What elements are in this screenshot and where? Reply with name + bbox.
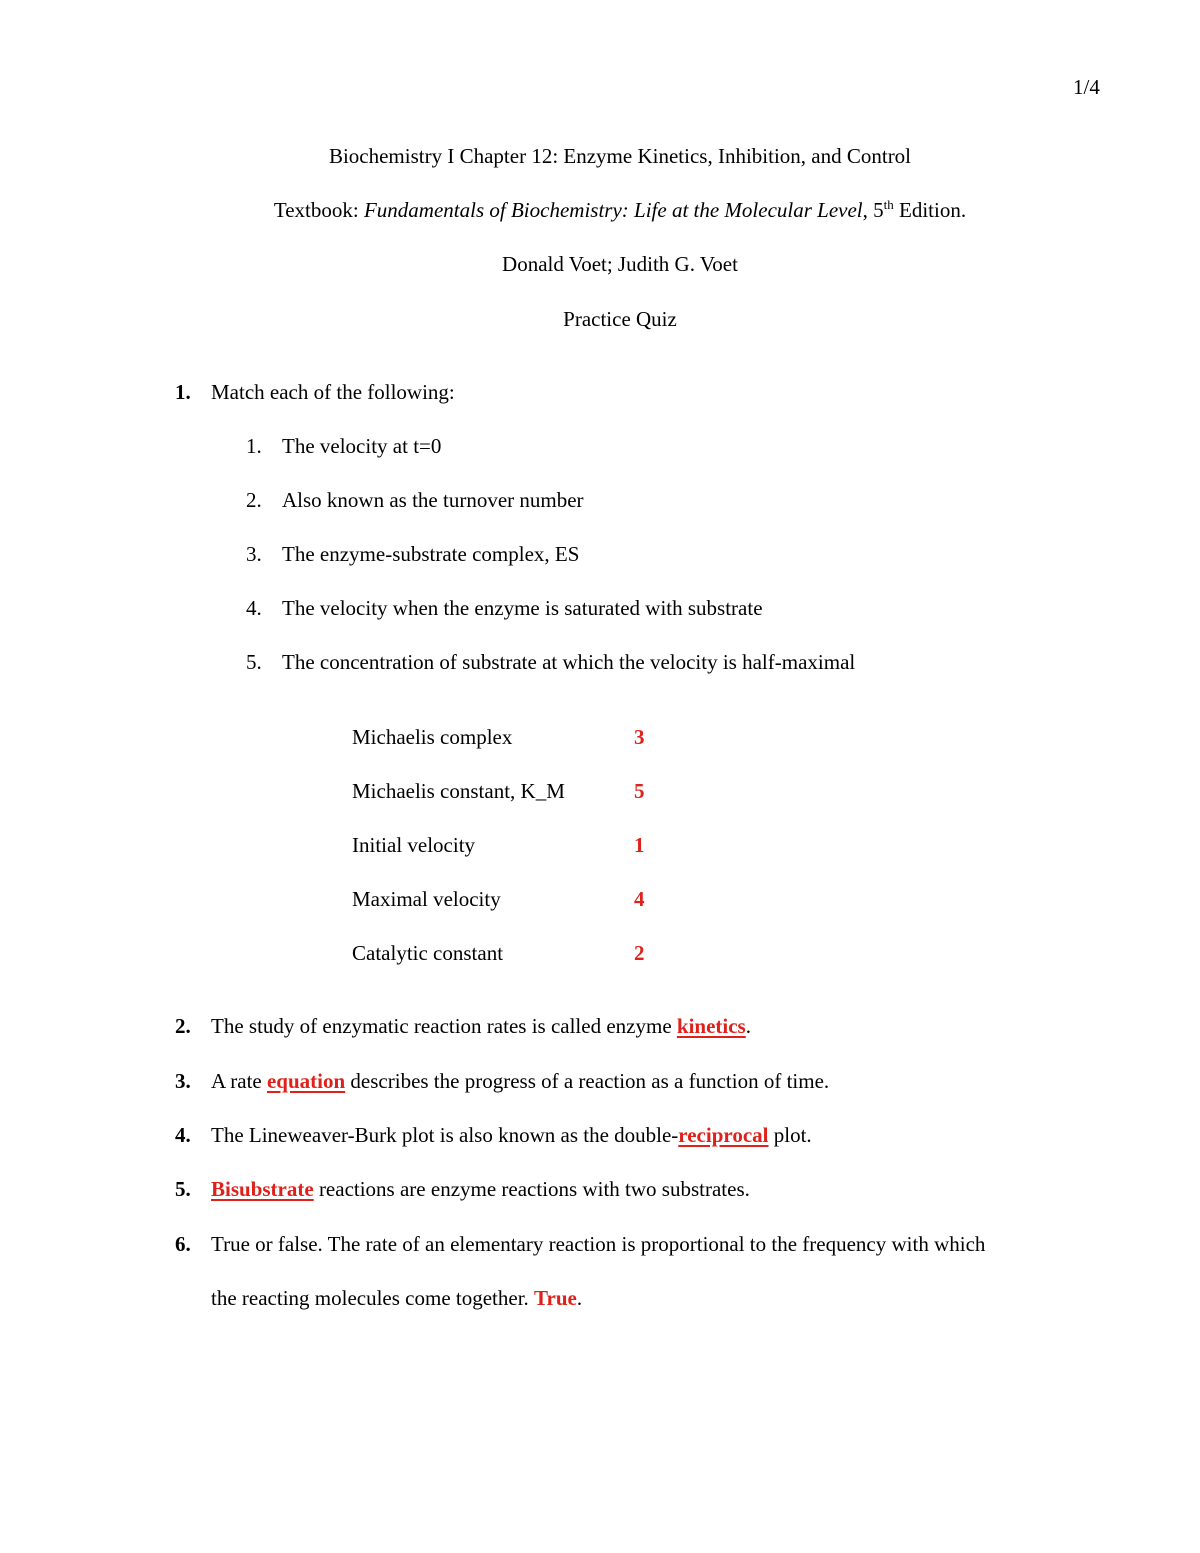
list-item-number: 5. xyxy=(246,650,262,674)
question-number: 1. xyxy=(175,380,191,404)
subtitle: Practice Quiz xyxy=(563,307,677,331)
question-1-prompt: Match each of the following: xyxy=(211,380,455,404)
textbook-edition-num: , 5 xyxy=(862,198,884,222)
list-item-number: 1. xyxy=(246,434,262,458)
match-term: Michaelis complex xyxy=(352,725,513,749)
question-text: . xyxy=(745,1014,751,1038)
question-6-line-1: True or false. The rate of an elementary reaction is proportional to the frequency with which xyxy=(211,1232,986,1256)
list-item: The concentration of substrate at which the velocity is half-maximal xyxy=(282,650,856,674)
question-2 xyxy=(211,1016,751,1037)
list-item-number: 3. xyxy=(246,542,262,566)
question-3 xyxy=(211,1071,829,1092)
match-term: Maximal velocity xyxy=(352,887,501,911)
list-item: The enzyme-substrate complex, ES xyxy=(282,542,580,566)
match-answer: 3 xyxy=(634,725,645,749)
question-text: The study of enzymatic reaction rates is called enzyme xyxy=(211,1014,677,1038)
question-number: 3. xyxy=(175,1069,191,1093)
textbook-prefix: Textbook: xyxy=(273,198,364,222)
question-text: describes the progress of a reaction as a function of time. xyxy=(345,1069,830,1093)
match-answer: 2 xyxy=(634,941,645,965)
question-text: plot. xyxy=(768,1123,812,1147)
authors: Donald Voet; Judith G. Voet xyxy=(502,252,738,276)
question-text: the reacting molecules come together. xyxy=(211,1286,535,1310)
match-term: Catalytic constant xyxy=(352,941,504,965)
question-number: 6. xyxy=(175,1232,191,1256)
match-answer: 4 xyxy=(634,887,645,911)
textbook-line xyxy=(0,197,1200,222)
list-item: The velocity at t=0 xyxy=(282,434,442,458)
textbook-edition-word: Edition. xyxy=(893,198,967,222)
list-item-number: 2. xyxy=(246,488,262,512)
answer-true-false: True xyxy=(534,1286,577,1310)
document-title: Biochemistry I Chapter 12: Enzyme Kinetics, Inhibition, and Control xyxy=(328,144,912,168)
textbook-title: Fundamentals of Biochemistry: Life at the Molecular Level xyxy=(363,198,863,222)
question-4 xyxy=(211,1125,812,1146)
answer-blank: equation xyxy=(266,1069,346,1093)
answer-blank: reciprocal xyxy=(678,1123,769,1147)
question-text: . xyxy=(576,1286,583,1310)
question-number: 4. xyxy=(175,1123,191,1147)
list-item: The velocity when the enzyme is saturated with substrate xyxy=(282,596,763,620)
question-number: 5. xyxy=(175,1177,191,1201)
question-text: A rate xyxy=(211,1069,267,1093)
match-term: Initial velocity xyxy=(352,833,476,857)
answer-blank: kinetics xyxy=(676,1014,746,1038)
question-text: The Lineweaver-Burk plot is also known as the double- xyxy=(211,1123,679,1147)
match-term: Michaelis constant, K_M xyxy=(352,779,565,803)
page-number: 1/4 xyxy=(1073,75,1100,99)
textbook-edition-sup: th xyxy=(883,197,894,212)
list-item: Also known as the turnover number xyxy=(282,488,584,512)
question-6-line-2 xyxy=(211,1288,582,1309)
match-answer: 1 xyxy=(634,833,645,857)
answer-blank: Bisubstrate xyxy=(211,1177,314,1201)
question-text: reactions are enzyme reactions with two substrates. xyxy=(313,1177,750,1201)
question-number: 2. xyxy=(175,1014,191,1038)
match-answer: 5 xyxy=(634,779,645,803)
question-5 xyxy=(211,1179,750,1200)
list-item-number: 4. xyxy=(246,596,262,620)
